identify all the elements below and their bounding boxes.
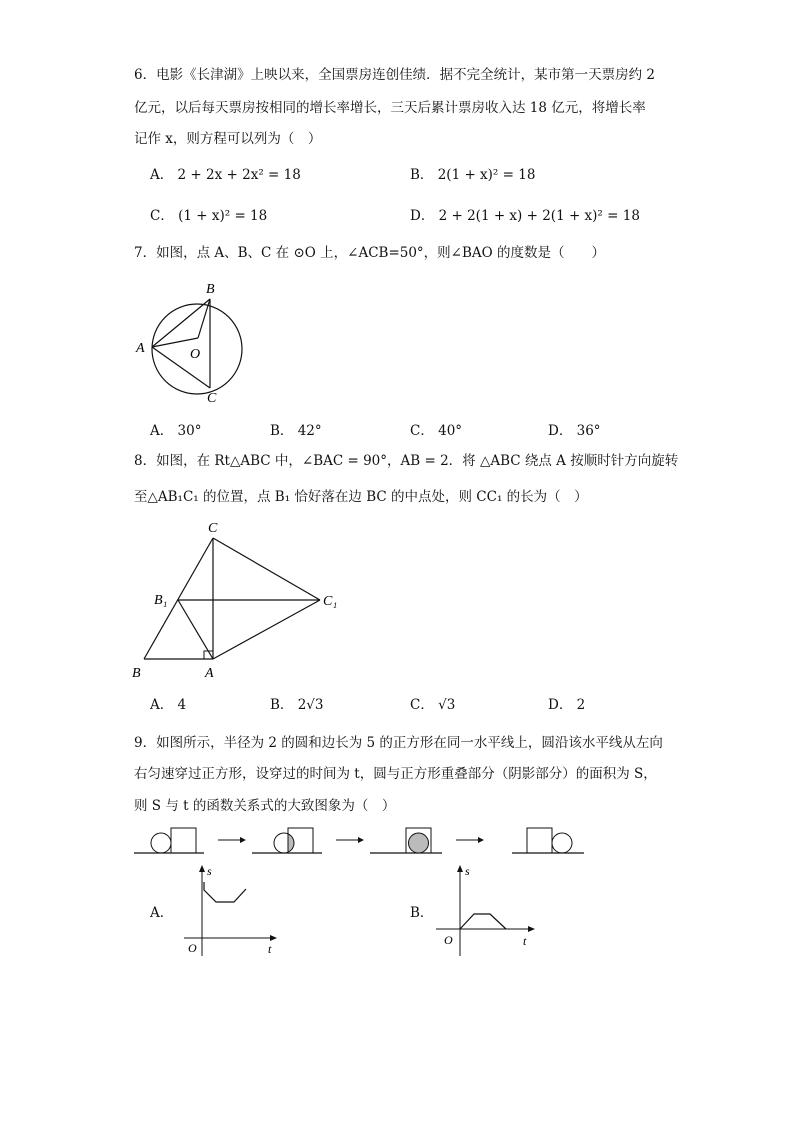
q9-line1: 9．如图所示，半径为 2 的圆和边长为 5 的正方形在同一水平线上，圆沿该水平线从左向 bbox=[134, 735, 663, 751]
q9-graph-b bbox=[430, 862, 540, 960]
q7-label-b: B bbox=[206, 282, 215, 297]
q8-option-a: A． 4 bbox=[150, 697, 187, 713]
q7-label-o: O bbox=[190, 347, 201, 362]
q9-motion-sequence bbox=[132, 826, 592, 862]
q9-arrow1-head bbox=[240, 837, 246, 843]
q9-frame1-circle bbox=[151, 833, 171, 853]
q9-graph-a bbox=[172, 862, 282, 960]
q8-line2: 至△AB₁C₁ 的位置，点 B₁ 恰好落在边 BC 的中点处，则 CC₁ 的长为（ ） bbox=[134, 489, 588, 505]
q9-graph-a-y-arrow bbox=[199, 865, 205, 872]
q7-option-d: D． 36° bbox=[548, 423, 601, 439]
q8-label-c1: C₁ bbox=[323, 594, 338, 609]
q8-segment-ab1 bbox=[178, 600, 213, 659]
q8-option-c: C． √3 bbox=[410, 697, 456, 713]
q9-graph-b-y-label: s bbox=[465, 864, 470, 878]
q8-triangle-figure bbox=[128, 518, 348, 683]
q8-label-b: B bbox=[132, 666, 141, 681]
q9-line3: 则 S 与 t 的函数关系式的大致图象为（ ） bbox=[134, 798, 396, 814]
q9-frame1-square bbox=[171, 828, 196, 853]
q8-side-cc1 bbox=[213, 538, 320, 600]
q7-segment-ao bbox=[152, 338, 198, 347]
q6-line3: 记作 x，则方程可以列为（ ） bbox=[134, 131, 322, 147]
q9-graph-b-curve bbox=[460, 914, 506, 929]
q9-arrow2-head bbox=[358, 837, 364, 843]
q9-graph-b-y-arrow bbox=[457, 865, 463, 872]
q6-line2: 亿元，以后每天票房按相同的增长率增长，三天后累计票房收入达 18 亿元，将增长率 bbox=[134, 100, 646, 116]
q6-line1: 6．电影《长津湖》上映以来，全国票房连创佳绩．据不完全统计，某市第一天票房约 2 bbox=[134, 67, 655, 83]
q7-option-a: A． 30° bbox=[150, 423, 202, 439]
q9-frame3-circle bbox=[409, 833, 429, 853]
q7-line1: 7．如图，点 A、B、C 在 ⊙O 上，∠ACB=50°，则∠BAO 的度数是（ ） bbox=[134, 245, 606, 261]
q6-option-a: A． 2 + 2x + 2x² = 18 bbox=[150, 167, 301, 183]
q8-option-d: D． 2 bbox=[548, 697, 586, 713]
q7-chord-ac bbox=[152, 347, 210, 388]
q7-option-c: C． 40° bbox=[410, 423, 463, 439]
q9-graph-a-x-label: t bbox=[268, 942, 272, 956]
q7-label-c: C bbox=[207, 391, 217, 406]
q7-circle-figure bbox=[130, 278, 260, 408]
q9-arrow3-head bbox=[478, 837, 484, 843]
q9-graph-b-origin: O bbox=[444, 933, 453, 947]
q7-option-b: B． 42° bbox=[270, 423, 322, 439]
q9-line2: 右匀速穿过正方形，设穿过的时间为 t，圆与正方形重叠部分（阴影部分）的面积为 S， bbox=[134, 766, 657, 782]
q9-option-b-label: B． bbox=[410, 905, 434, 921]
q7-label-a: A bbox=[136, 341, 145, 356]
q9-graph-b-x-arrow bbox=[528, 926, 535, 932]
q9-frame4-circle bbox=[552, 833, 572, 853]
q6-option-c: C． (1 + x)² = 18 bbox=[150, 208, 268, 224]
q6-option-d: D． 2 + 2(1 + x) + 2(1 + x)² = 18 bbox=[410, 208, 640, 224]
q9-frame4-square bbox=[527, 828, 552, 853]
q9-graph-a-origin: O bbox=[188, 941, 197, 955]
q9-graph-a-x-arrow bbox=[270, 935, 277, 941]
q8-option-b: B． 2√3 bbox=[270, 697, 324, 713]
q9-graph-a-y-label: s bbox=[207, 864, 212, 878]
q9-graph-a-curve bbox=[204, 882, 246, 902]
q9-option-a-label: A． bbox=[150, 905, 174, 921]
q9-graph-b-x-label: t bbox=[523, 934, 527, 948]
q6-option-b: B． 2(1 + x)² = 18 bbox=[410, 167, 536, 183]
q8-side-ac1 bbox=[213, 600, 320, 659]
q8-label-b1: B₁ bbox=[154, 593, 168, 608]
q8-label-c: C bbox=[208, 521, 218, 536]
q8-line1: 8．如图，在 Rt△ABC 中，∠BAC = 90°，AB = 2．将 △ABC 绕点 A 按顺时针方向旋转 bbox=[134, 453, 679, 469]
q8-label-a: A bbox=[205, 666, 214, 681]
